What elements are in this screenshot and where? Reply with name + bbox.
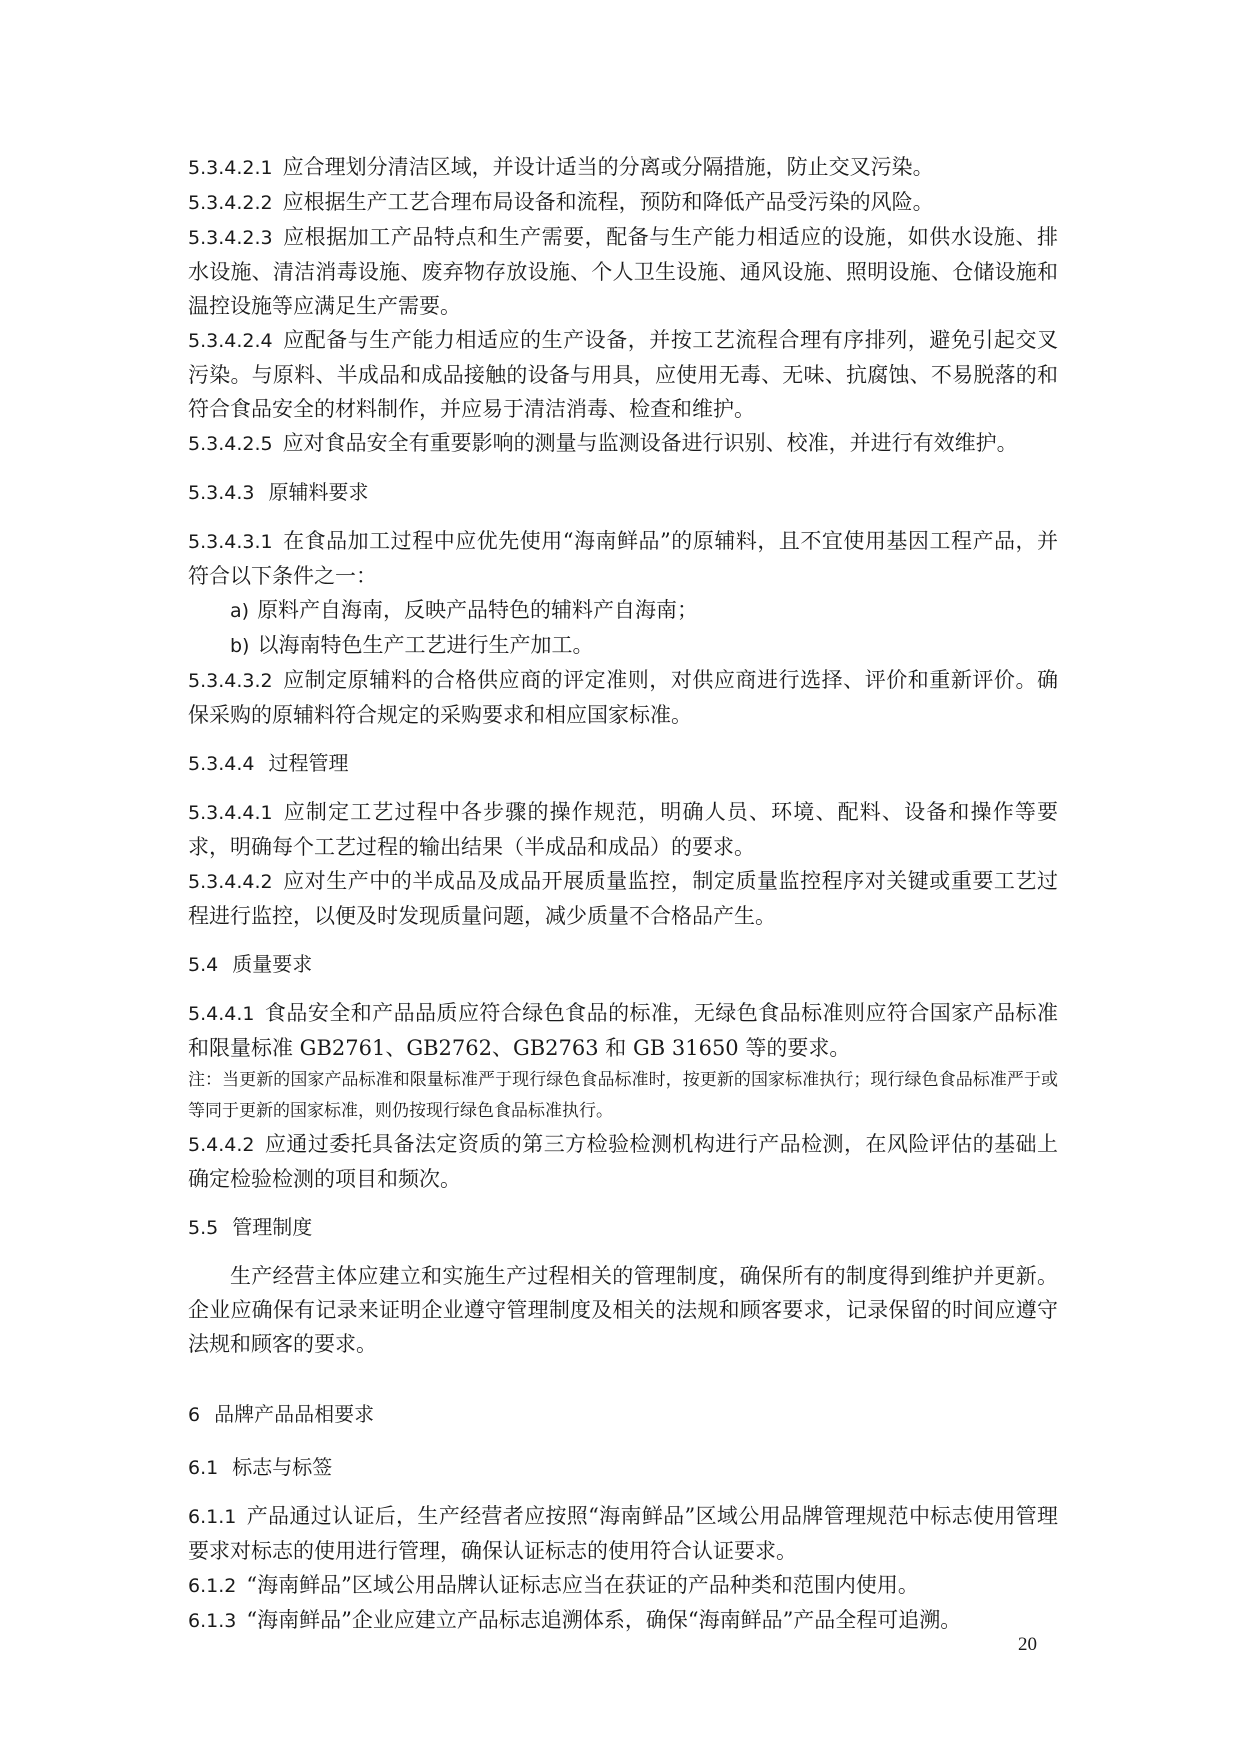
heading-5-3-4-3: 5.3.4.3 原辅料要求 [188, 480, 369, 504]
clause-5-3-4-3-1: 5.3.4.3.1 在食品加工过程中应优先使用“海南鲜品”的原辅料，且不宜使用基因工程产品，并符合以下条件之一： [188, 529, 1058, 588]
clause-5-3-4-2-2: 5.3.4.2.2 应根据生产工艺合理布局设备和流程，预防和降低产品受污染的风险。 [188, 190, 934, 214]
spacer [188, 732, 1058, 746]
spacer [188, 1432, 1058, 1450]
clause-5-3-4-2-5: 5.3.4.2.5 应对食品安全有重要影响的测量与监测设备进行识别、校准，并进行有效维护。 [188, 431, 1018, 455]
heading-5-3-4-4: 5.3.4.4 过程管理 [188, 751, 349, 775]
clause-5-3-4-2-3: 5.3.4.2.3 应根据加工产品特点和生产需要，配备与生产能力相适应的设施，如供水设施、排水设施、清洁消毒设施、废弃物存放设施、个人卫生设施、通风设施、照明设施、仓储设施和温控设施等应满足生产需要。 [188, 225, 1058, 318]
clause-5-3-4-2-4: 5.3.4.2.4 应配备与生产能力相适应的生产设备，并按工艺流程合理有序排列，避免引起交叉污染。与原料、半成品和成品接触的设备与用具，应使用无毒、无味、抗腐蚀、不易脱落的和符合食品安全的材料制作，并应易于清洁消毒、检查和维护。 [188, 328, 1058, 421]
spacer [188, 982, 1058, 996]
list-item-a: a) 原料产自海南，反映产品特色的辅料产自海南； [230, 598, 699, 622]
clause-5-3-4-4-1: 5.3.4.4.1 应制定工艺过程中各步骤的操作规范，明确人员、环境、配料、设备和操作等要求，明确每个工艺过程的输出结果（半成品和成品）的要求。 [188, 800, 1058, 859]
clause-6-1-1: 6.1.1 产品通过认证后，生产经营者应按照“海南鲜品”区域公用品牌管理规范中标志使用管理要求对标志的使用进行管理，确保认证标志的使用符合认证要求。 [188, 1504, 1058, 1563]
spacer [188, 933, 1058, 947]
page-number: 20 [1018, 1634, 1037, 1655]
clause-5-3-4-3-2: 5.3.4.3.2 应制定原辅料的合格供应商的评定准则，对供应商进行选择、评价和重新评价。确保采购的原辅料符合规定的采购要求和相应国家标准。 [188, 668, 1058, 727]
spacer [188, 1361, 1058, 1397]
clause-5-3-4-4-2: 5.3.4.4.2 应对生产中的半成品及成品开展质量监控，制定质量监控程序对关键或重要工艺过程进行监控，以便及时发现质量问题，减少质量不合格品产生。 [188, 869, 1058, 928]
clause-6-1-3: 6.1.3 “海南鲜品”企业应建立产品标志追溯体系，确保“海南鲜品”产品全程可追溯。 [188, 1608, 962, 1632]
paragraph-5-5: 生产经营主体应建立和实施生产过程相关的管理制度，确保所有的制度得到维护并更新。企业应确保有记录来证明企业遵守管理制度及相关的法规和顾客要求，记录保留的时间应遵守法规和顾客的要求。 [188, 1264, 1058, 1356]
clause-5-4-4-1: 5.4.4.1 食品安全和产品品质应符合绿色食品的标准，无绿色食品标准则应符合国家产品标准和限量标准 GB2761、GB2762、GB2763 和 GB 31650 等的要求。 [188, 1001, 1058, 1060]
clause-6-1-2: 6.1.2 “海南鲜品”区域公用品牌认证标志应当在获证的产品种类和范围内使用。 [188, 1573, 919, 1597]
clause-5-4-4-2: 5.4.4.2 应通过委托具备法定资质的第三方检验检测机构进行产品检测，在风险评估的基础上确定检验检测的项目和频次。 [188, 1132, 1058, 1191]
note: 注：当更新的国家产品标准和限量标准严于现行绿色食品标准时，按更新的国家标准执行；现行绿色食品标准严于或等同于更新的国家标准，则仍按现行绿色食品标准执行。 [188, 1070, 1058, 1121]
heading-5-4: 5.4 质量要求 [188, 952, 313, 976]
spacer [188, 781, 1058, 795]
clause-5-3-4-2-1: 5.3.4.2.1 应合理划分清洁区域，并设计适当的分离或分隔措施，防止交叉污染。 [188, 155, 934, 179]
heading-5-5: 5.5 管理制度 [188, 1215, 313, 1239]
spacer [188, 1196, 1058, 1210]
spacer [188, 1485, 1058, 1499]
spacer [188, 510, 1058, 524]
spacer [188, 461, 1058, 475]
page-content [188, 150, 1058, 1638]
heading-6: 6 品牌产品品相要求 [188, 1402, 375, 1426]
heading-6-1: 6.1 标志与标签 [188, 1455, 333, 1479]
spacer [188, 1245, 1058, 1259]
list-item-b: b) 以海南特色生产工艺进行生产加工。 [230, 633, 594, 657]
